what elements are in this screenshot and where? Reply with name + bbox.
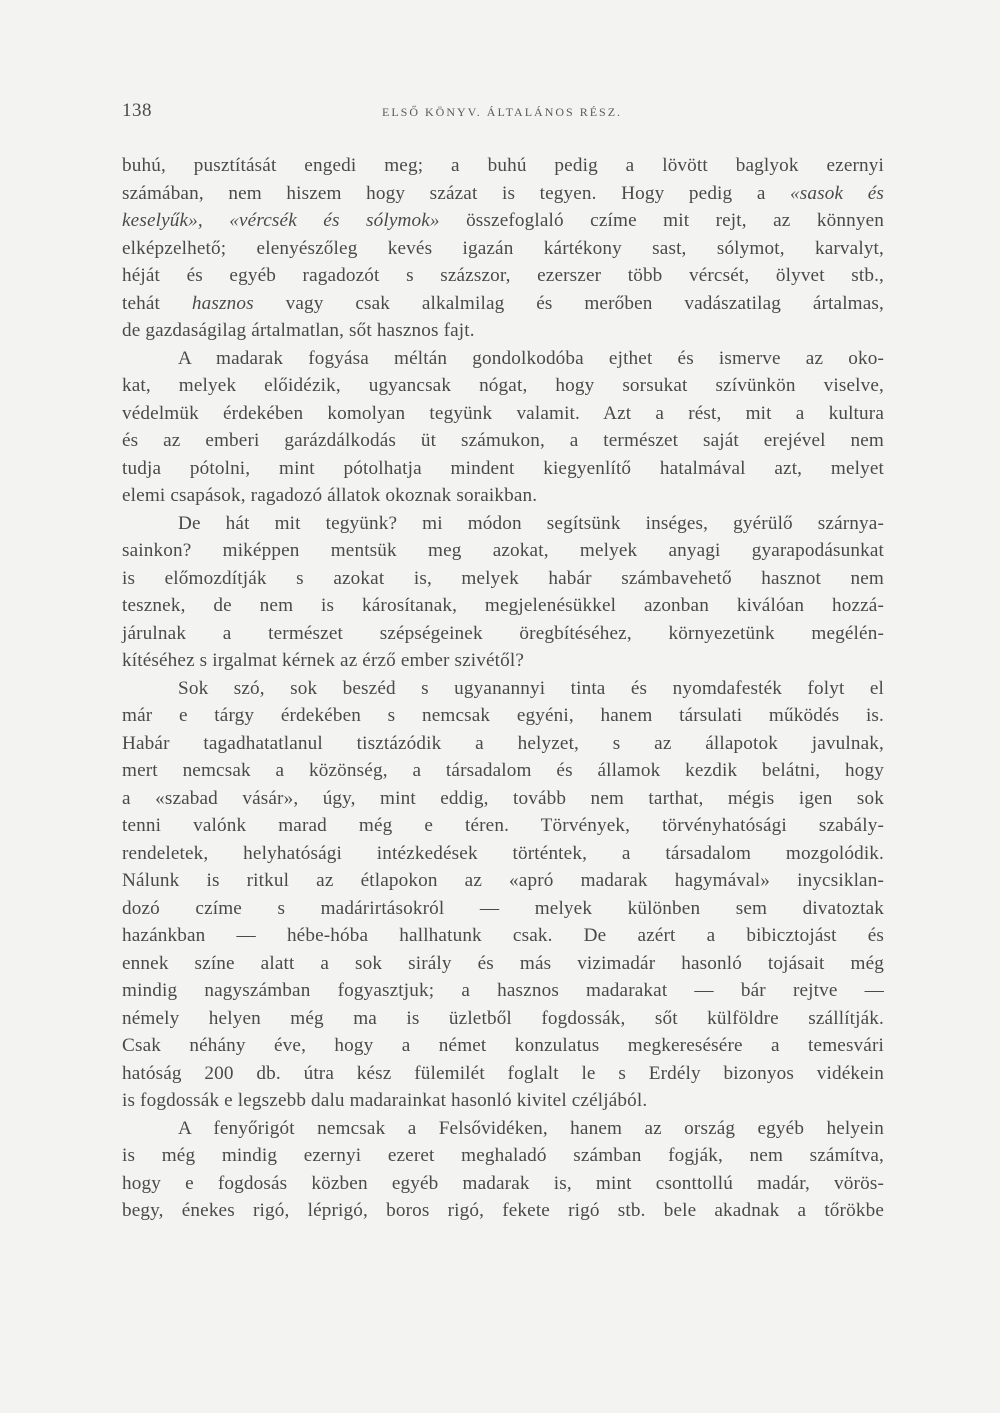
text-line: dozó czíme s madárirtásokról — melyek különben sem divatoztak (122, 897, 884, 919)
text-line: tudja pótolni, mint pótolhatja mindent kiegyenlítő hatalmával azt, melyet (122, 457, 884, 479)
text-line: keselyűk», «vércsék és sólymok» összefoglaló czíme mit rejt, az könnyen (122, 210, 884, 231)
text-line: is fogdossák e legszebb dalu madarainkat hasonló kivitel czéljából. (122, 1090, 648, 1111)
text-line: hazánkban — hébe-hóba hallhatunk csak. De azért a bibicztojást és (122, 925, 884, 946)
text-line: begy, énekes rigó, léprigó, boros rigó, fekete rigó stb. bele akadnak a tőrökbe (122, 1200, 884, 1221)
text-line: tenni valónk marad még e téren. Törvények, törvényhatósági szabály- (122, 815, 884, 836)
text-line: hatóság 200 db. útra kész fülemilét foglalt le s Erdély bizonyos vidékein (122, 1062, 884, 1084)
text-line: elképzelhető; elenyészőleg kevés igazán kártékony sast, sólymot, karvalyt, (122, 237, 884, 259)
text-line: hogy e fogdosás közben egyéb madarak is, mint csonttollú madár, vörös- (122, 1172, 884, 1194)
text-line: némely helyen még ma is üzletből fogdossák, sőt külföldre szállítják. (122, 1007, 884, 1029)
text-line: Habár tagadhatatlanul tisztázódik a helyzet, s az állapotok javulnak, (122, 732, 884, 754)
paragraph-first-line: A fenyőrigót nemcsak a Felsővidéken, hanem az ország egyéb helyein (178, 1117, 884, 1139)
page-number: 138 (122, 100, 152, 121)
text-line: tehát hasznos vagy csak alkalmilag és merőben vadászatilag ártalmas, (122, 292, 884, 314)
text-line: védelmük érdekében komolyan tegyünk valamit. Azt a rést, mit a kultura (122, 402, 884, 424)
text-line: buhú, pusztítását engedi meg; a buhú pedig a lövött baglyok ezernyi (122, 155, 884, 176)
text-line: mindig nagyszámban fogyasztjuk; a hasznos madarakat — bár rejtve — (122, 980, 884, 1001)
text-line: rendeletek, helyhatósági intézkedések történtek, a társadalom mozgolódik. (122, 842, 884, 864)
text-line: de gazdaságilag ártalmatlan, sőt hasznos fajt. (122, 320, 475, 341)
body-text (122, 152, 884, 1225)
text-line: ennek színe alatt a sok sirály és más vizimadár hasonló tojásait még (122, 952, 884, 974)
text-line: kítéséhez s irgalmat kérnek az érző ember szivétől? (122, 650, 525, 671)
italic-phrase: hasznos (191, 292, 254, 314)
paragraph-first-line: De hát mit tegyünk? mi módon segítsünk inséges, gyérülő szárnya- (178, 512, 884, 534)
text-line: a «szabad vásár», úgy, mint eddig, tovább nem tarthat, mégis igen sok (122, 787, 884, 809)
text-line: számában, nem hiszem hogy százat is tegyen. Hogy pedig a «sasok és (122, 182, 884, 204)
text-line: héját és egyéb ragadozót s százszor, ezerszer több vércsét, ölyvet stb., (122, 265, 884, 286)
text-line: is előmozdítják s azokat is, melyek habár számbavehető hasznot nem (122, 567, 884, 589)
text-line: Csak néhány éve, hogy a német konzulatus megkeresésére a temesvári (122, 1035, 884, 1056)
running-head: ELSŐ KÖNYV. ÁLTALÁNOS RÉSZ. (382, 105, 623, 119)
text-line: elemi csapások, ragadozó állatok okoznak soraikban. (122, 485, 538, 506)
text-line: Nálunk is ritkul az étlapokon az «apró madarak hagymával» inycsiklan- (122, 870, 884, 891)
paragraph-first-line: A madarak fogyása méltán gondolkodóba ejthet és ismerve az oko- (178, 347, 884, 369)
text-line: járulnak a természet szépségeinek öregbítéséhez, környezetünk megélén- (122, 622, 884, 644)
text-line: tesznek, de nem is károsítanak, megjelenésükkel azonban kiválóan hozzá- (122, 595, 884, 616)
italic-phrase: keselyűk», «vércsék és sólymok» (122, 210, 440, 231)
text-line: is még mindig ezernyi ezeret meghaladó számban fogják, nem számítva, (122, 1145, 884, 1166)
paragraph-first-line: Sok szó, sok beszéd s ugyanannyi tinta és nyomdafesték folyt el (178, 677, 884, 699)
page-header (122, 100, 882, 130)
text-line: és az emberi garázdálkodás üt számukon, a természet saját erejével nem (122, 430, 884, 451)
text-line: mert nemcsak a közönség, a társadalom és államok kezdik belátni, hogy (122, 760, 884, 781)
text-line: sainkon? miképpen mentsük meg azokat, melyek anyagi gyarapodásunkat (122, 540, 884, 561)
italic-phrase: «sasok és (790, 182, 884, 204)
text-line: már e tárgy érdekében s nemcsak egyéni, hanem társulati működés is. (122, 705, 884, 726)
text-line: kat, melyek előidézik, ugyancsak nógat, hogy sorsukat szívünkön viselve, (122, 375, 884, 396)
